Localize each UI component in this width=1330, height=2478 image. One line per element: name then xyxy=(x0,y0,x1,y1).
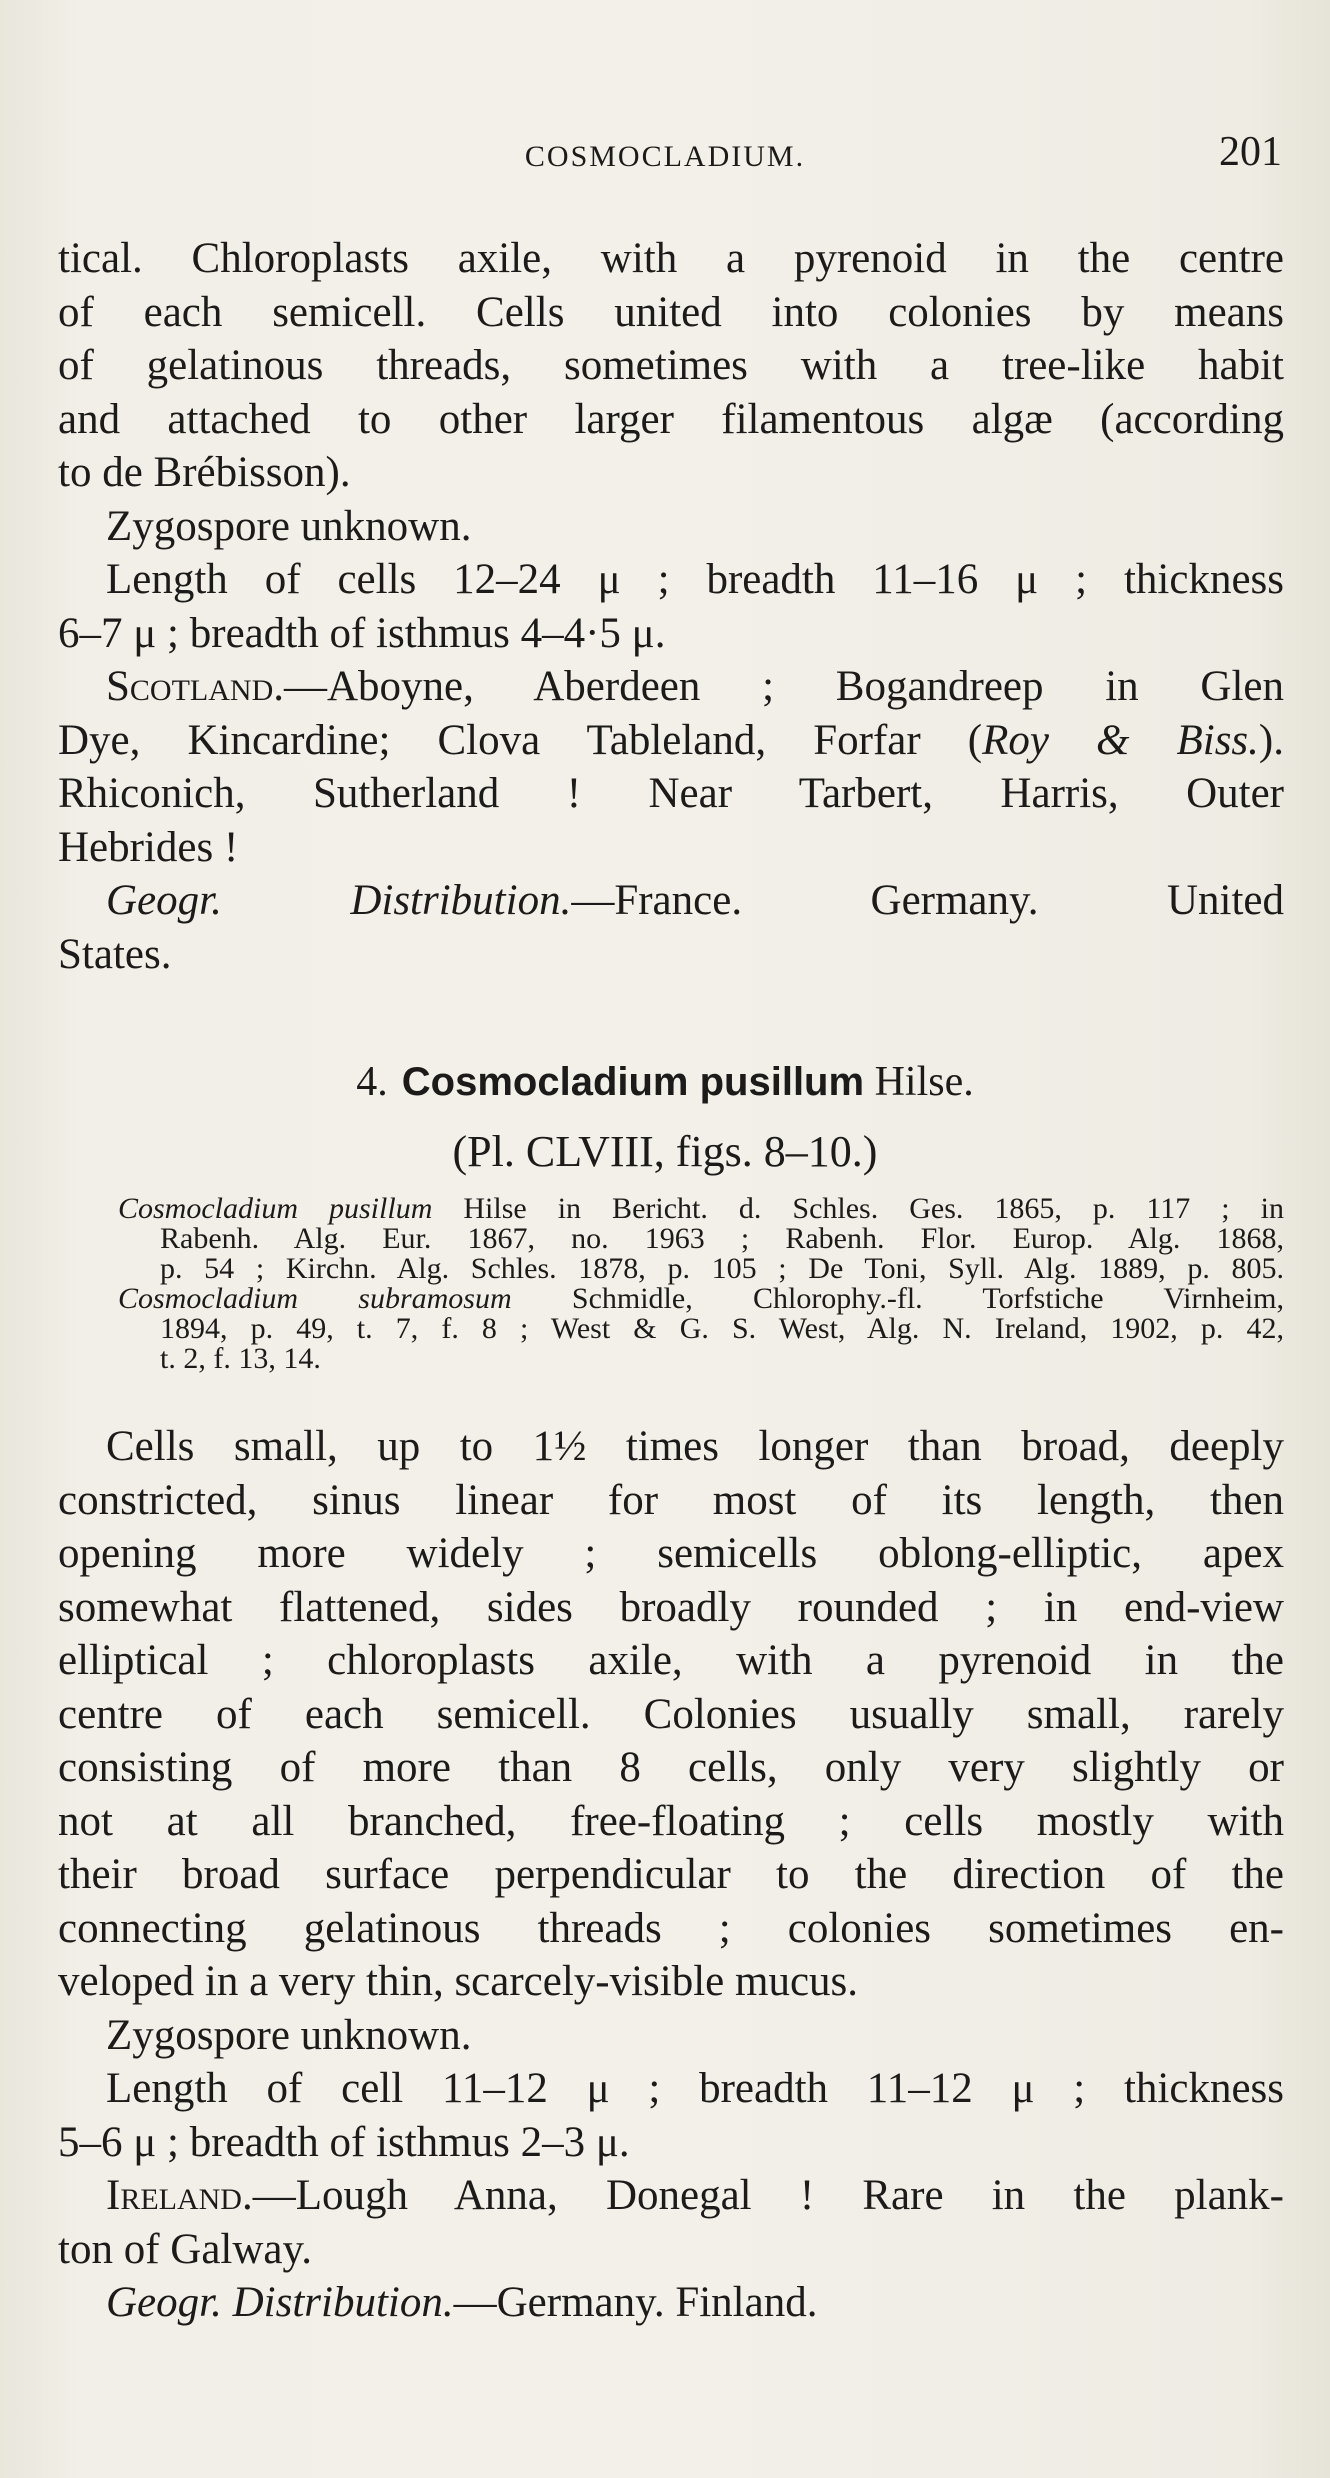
locality-line xyxy=(58,2169,1284,2223)
synonym-name: Cosmocladium subramosum xyxy=(118,1282,512,1315)
locality-line: Rhiconich, Sutherland ! Near Tarbert, Harris, Outer xyxy=(58,770,1284,817)
previous-species-section xyxy=(58,232,1284,981)
region-label: Scotland. xyxy=(106,663,284,710)
description-line: and attached to other larger filamentous algæ (according xyxy=(58,395,1284,443)
page-header xyxy=(0,128,1330,188)
locality-text: —Lough Anna, Donegal ! Rare in the plank- xyxy=(252,2172,1284,2219)
description-line: Cells small, up to 1½ times longer than broad, deeply xyxy=(106,1423,1284,1470)
description-line: not at all branched, free-floating ; cells mostly with xyxy=(58,1797,1284,1845)
description-line: of gelatinous threads, sometimes with a tree-like habit xyxy=(58,342,1284,389)
zygospore-note: Zygospore unknown. xyxy=(106,502,472,550)
locality-line xyxy=(58,660,1284,714)
plate-reference: (Pl. CLVIII, figs. 8–10.) xyxy=(452,1127,878,1176)
collector-authority: Roy & Biss. xyxy=(982,716,1259,764)
description-line: centre of each semicell. Colonies usually small, rarely xyxy=(58,1690,1284,1738)
description-line: consisting of more than 8 cells, only very slightly or xyxy=(58,1744,1284,1791)
description-line: opening more widely ; semicells oblong-elliptic, apex xyxy=(58,1530,1284,1577)
region-label: Ireland. xyxy=(106,2172,253,2219)
locality-text: ). xyxy=(1258,716,1284,764)
running-head: COSMOCLADIUM. xyxy=(524,140,806,173)
dimensions-line: 6–7 μ ; breadth of isthmus 4–4·5 μ. xyxy=(58,609,666,657)
locality-line: ton of Galway. xyxy=(58,2225,312,2273)
distribution-text: —Germany. Finland. xyxy=(453,2279,818,2326)
synonymy-line: t. 2, f. 13, 14. xyxy=(160,1342,321,1375)
locality-line xyxy=(58,714,1284,768)
species-heading xyxy=(0,1058,1330,1106)
species-description xyxy=(58,1420,1284,2330)
dimensions-line: Length of cell 11–12 μ ; breadth 11–12 μ ; thickness xyxy=(106,2065,1284,2112)
description-line: veloped in a very thin, scarcely-visible mucus. xyxy=(58,1958,859,2005)
synonymy-line: Rabenh. Alg. Eur. 1867, no. 1963 ; Rabenh. Flor. Europ. Alg. 1868, xyxy=(160,1222,1284,1255)
species-author: Hilse. xyxy=(874,1059,974,1105)
zygospore-note: Zygospore unknown. xyxy=(106,2011,472,2059)
description-line: elliptical ; chloroplasts axile, with a pyrenoid in the xyxy=(58,1637,1284,1684)
description-line: tical. Chloroplasts axile, with a pyrenoid in the centre xyxy=(58,235,1284,282)
synonymy-line xyxy=(118,1284,1284,1314)
synonymy-block xyxy=(118,1194,1284,1374)
dimensions-line: 5–6 μ ; breadth of isthmus 2–3 μ. xyxy=(58,2118,630,2166)
synonymy-line: p. 54 ; Kirchn. Alg. Schles. 1878, p. 105 ; De Toni, Syll. Alg. 1889, p. 805. xyxy=(160,1252,1284,1285)
description-line: connecting gelatinous threads ; colonies sometimes en- xyxy=(58,1904,1284,1952)
description-line: of each semicell. Cells united into colonies by means xyxy=(58,288,1284,336)
description-line: to de Brébisson). xyxy=(58,449,351,496)
synonymy-line: 1894, p. 49, t. 7, f. 8 ; West & G. S. West, Alg. N. Ireland, 1902, p. 42, xyxy=(160,1312,1284,1345)
synonym-name: Cosmocladium pusillum xyxy=(118,1192,433,1225)
locality-line: Hebrides ! xyxy=(58,823,239,871)
species-number: 4. xyxy=(356,1059,388,1105)
description-line: constricted, sinus linear for most of its length, then xyxy=(58,1476,1284,1524)
distribution-label: Geogr. Distribution. xyxy=(106,877,572,924)
synonymy-line xyxy=(118,1194,1284,1224)
dimensions-line: Length of cells 12–24 μ ; breadth 11–16 μ ; thickness xyxy=(106,556,1284,603)
synonym-citation: Hilse in Bericht. d. Schles. Ges. 1865, p. 117 ; in xyxy=(432,1192,1284,1225)
locality-text: Dye, Kincardine; Clova Tableland, Forfar ( xyxy=(58,716,983,764)
species-name: Cosmocladium pusillum xyxy=(401,1060,865,1104)
distribution-line xyxy=(58,2276,1284,2330)
synonym-citation: Schmidle, Chlorophy.-fl. Torfstiche Virnheim, xyxy=(511,1282,1284,1315)
distribution-text: —France. Germany. United xyxy=(571,877,1284,924)
page-number: 201 xyxy=(1219,129,1282,175)
locality-text: —Aboyne, Aberdeen ; Bogandreep in Glen xyxy=(284,663,1284,710)
distribution-line: States. xyxy=(58,930,172,978)
description-line: their broad surface perpendicular to the direction of the xyxy=(58,1851,1284,1898)
distribution-label: Geogr. Distribution. xyxy=(106,2279,454,2326)
description-line: somewhat flattened, sides broadly rounded ; in end-view xyxy=(58,1583,1284,1631)
distribution-line xyxy=(58,874,1284,928)
